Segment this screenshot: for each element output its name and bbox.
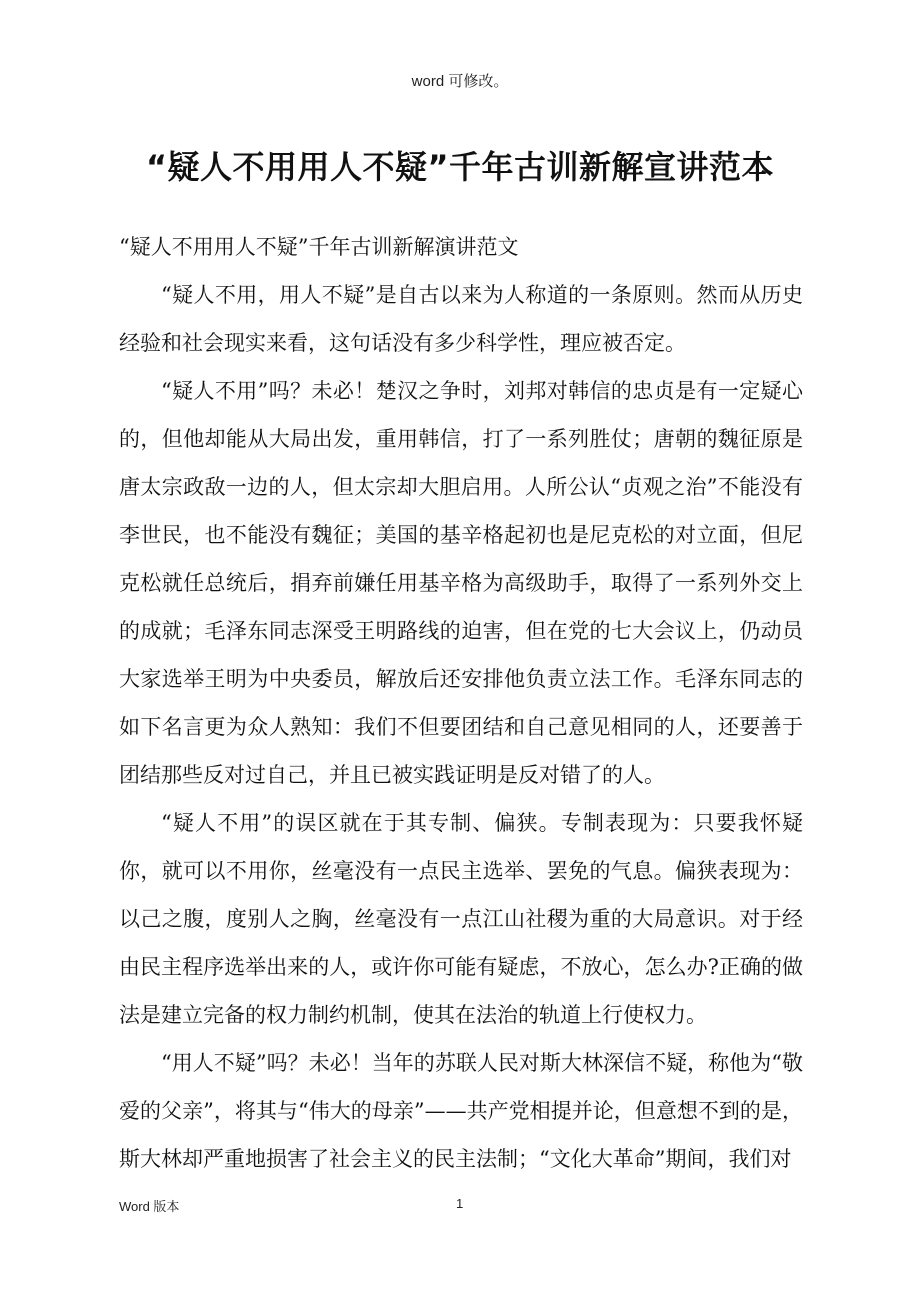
footer-label: Word 版本 <box>119 1199 180 1214</box>
document-subtitle: “疑人不用用人不疑”千年古训新解演讲范文 <box>119 235 519 259</box>
document-title: “疑人不用用人不疑”千年古训新解宣讲范本 <box>145 148 775 186</box>
paragraph-3: “疑人不用”的误区就在于其专制、偏狭。专制表现为：只要我怀疑你，就可以不用你，丝毫没有一点民主选举、罢免的气息。偏狭表现为：以己之腹，度别人之胸，丝毫没有一点江山社稷为重的大局意识。对于经由民主程序选举出来的人，或许你可能有疑虑，不放心，怎么办?正确的做法是建立完备的权力制约机制，使其在法治的轨道上行使权力。 <box>119 811 803 1027</box>
paragraph-1: “疑人不用，用人不疑”是自古以来为人称道的一条原则。然而从历史经验和社会现实来看，这句话没有多少科学性，理应被否定。 <box>119 283 803 355</box>
paragraph-2: “疑人不用”吗？未必！楚汉之争时，刘邦对韩信的忠贞是有一定疑心的，但他却能从大局出发，重用韩信，打了一系列胜仗；唐朝的魏征原是唐太宗政敌一边的人，但太宗却大胆启用。人所公认“贞观之治”不能没有李世民，也不能没有魏征；美国的基辛格起初也是尼克松的对立面，但尼克松就任总统后，捐弃前嫌任用基辛格为高级助手，取得了一系列外交上的成就；毛泽东同志深受王明路线的迫害，但在党的七大会议上，仍动员大家选举王明为中央委员，解放后还安排他负责立法工作。毛泽东同志的如下名言更为众人熟知：我们不但要团结和自己意见相同的人，还要善于团结那些反对过自己，并且已被实践证明是反对错了的人。 <box>119 379 803 787</box>
document-body <box>119 223 803 1183</box>
paragraph-4: “用人不疑”吗？未必！当年的苏联人民对斯大林深信不疑，称他为“敬爱的父亲”，将其与“伟大的母亲”——共产党相提并论，但意想不到的是，斯大林却严重地损害了社会主义的民主法制；“文化大革命”期间，我们对 <box>119 1051 803 1171</box>
page-header: word 可修改。 <box>411 73 509 90</box>
page-number: 1 <box>456 1196 464 1211</box>
